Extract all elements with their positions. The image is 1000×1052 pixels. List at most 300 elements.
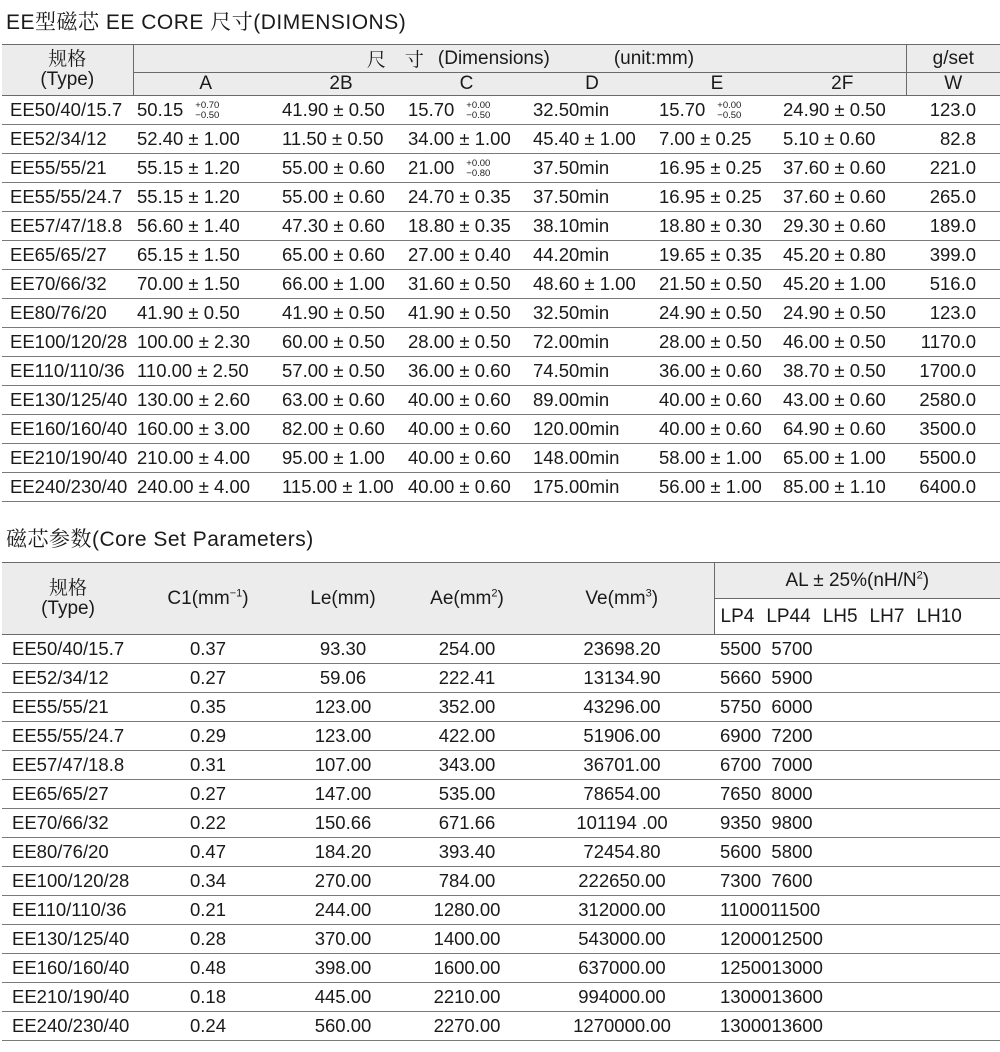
table-row	[2, 809, 1000, 838]
le-cell: 445.00	[282, 983, 404, 1012]
type-cell: EE52/34/12	[2, 125, 133, 154]
c1-cell: 0.24	[134, 1012, 282, 1041]
dimensions-title: EE型磁芯 EE CORE 尺寸(DIMENSIONS)	[6, 11, 407, 34]
table-row	[2, 96, 1000, 125]
dim-value: 24.90 ± 0.50	[659, 302, 762, 323]
dim-cell-d	[529, 183, 655, 212]
dim-cell-a	[133, 328, 278, 357]
c1-cell: 0.22	[134, 809, 282, 838]
type-header-en: (Type)	[40, 69, 95, 90]
dim-value: 18.80 ± 0.30	[659, 215, 762, 236]
dim-cell-2b	[278, 415, 404, 444]
al-cell: 1300013600	[714, 983, 1000, 1012]
dim-value: 65.00 ± 0.60	[282, 244, 385, 265]
ae-cell: 2270.00	[404, 1012, 530, 1041]
dim-value: 21.50 ± 0.50	[659, 273, 762, 294]
dim-group-en: (Dimensions)	[437, 47, 550, 69]
dim-cell-2f	[779, 473, 906, 502]
ve-cell: 43296.00	[530, 693, 714, 722]
le-cell: 560.00	[282, 1012, 404, 1041]
ae-header: $Ae(mm^2)$	[404, 563, 530, 635]
dim-cell-c	[404, 357, 529, 386]
ve-cell: 13134.90	[530, 664, 714, 693]
dim-value: 65.15 ± 1.50	[137, 244, 240, 265]
ae-cell: 1280.00	[404, 896, 530, 925]
table-row	[2, 270, 1000, 299]
dim-cell-d	[529, 270, 655, 299]
dim-value: 63.00 ± 0.60	[282, 389, 385, 410]
param-type-cell: EE55/55/21	[2, 693, 134, 722]
ae-cell: 254.00	[404, 635, 530, 664]
weight-cell: 123.0	[906, 96, 1000, 125]
tolerance-upper: +0.70	[195, 100, 220, 112]
ae-cell: 352.00	[404, 693, 530, 722]
dim-cell-d	[529, 96, 655, 125]
dim-cell-c	[404, 473, 529, 502]
type-cell: EE50/40/15.7	[2, 96, 133, 125]
weight-cell: 123.0	[906, 299, 1000, 328]
dim-value: 50.15	[137, 98, 184, 120]
dim-value: 24.90 ± 0.50	[783, 302, 886, 323]
ve-cell: 543000.00	[530, 925, 714, 954]
dim-value: 56.00 ± 1.00	[659, 476, 762, 497]
dim-cell-e	[655, 270, 779, 299]
dim-value: 110.00 ± 2.50	[137, 360, 249, 381]
dim-cell-2f	[779, 270, 906, 299]
dim-cell-a	[133, 386, 278, 415]
parameters-title: 磁芯参数(Core Set Parameters)	[6, 528, 314, 551]
dim-value: 43.00 ± 0.60	[783, 389, 886, 410]
dim-value: 85.00 ± 1.10	[783, 476, 886, 497]
c1-cell: 0.28	[134, 925, 282, 954]
material-header: LP44	[766, 605, 811, 627]
ve-cell: 36701.00	[530, 751, 714, 780]
dim-cell-e	[655, 96, 779, 125]
dim-cell-d	[529, 473, 655, 502]
dim-value: 52.40 ± 1.00	[137, 128, 240, 149]
weight-cell: 399.0	[906, 241, 1000, 270]
ae-cell: 343.00	[404, 751, 530, 780]
dim-value: 47.30 ± 0.60	[282, 215, 385, 236]
type-cell: EE160/160/40	[2, 415, 133, 444]
dim-cell-d	[529, 415, 655, 444]
c1-cell: 0.37	[134, 635, 282, 664]
dim-col-header: D	[529, 73, 655, 96]
table-row	[2, 473, 1000, 502]
dim-value: 45.20 ± 1.00	[783, 273, 886, 294]
dim-value: 24.90 ± 0.50	[783, 99, 886, 120]
dim-value: 16.95 ± 0.25	[659, 157, 762, 178]
dim-col-header: C	[404, 73, 529, 96]
dim-value: 65.00 ± 1.00	[783, 447, 886, 468]
weight-cell: 1700.0	[906, 357, 1000, 386]
table-row	[2, 183, 1000, 212]
le-cell: 370.00	[282, 925, 404, 954]
dim-cell-e	[655, 299, 779, 328]
ve-cell: 1270000.00	[530, 1012, 714, 1041]
table-row	[2, 751, 1000, 780]
c1-cell: 0.31	[134, 751, 282, 780]
al-cell: 6900 7200	[714, 722, 1000, 751]
dim-cell-c	[404, 125, 529, 154]
dim-value: 21.00	[408, 156, 455, 178]
type-cell: EE100/120/28	[2, 328, 133, 357]
dim-value: 45.40 ± 1.00	[533, 128, 636, 149]
table-row	[2, 780, 1000, 809]
dim-cell-d	[529, 212, 655, 241]
dim-cell-2f	[779, 183, 906, 212]
al-cell: 5660 5900	[714, 664, 1000, 693]
dim-cell-2b	[278, 212, 404, 241]
dim-value: 38.10min	[533, 215, 610, 236]
dim-value: 60.00 ± 0.50	[282, 331, 385, 352]
dim-value: 45.20 ± 0.80	[783, 244, 886, 265]
dim-value: 29.30 ± 0.60	[783, 215, 886, 236]
table-row	[2, 838, 1000, 867]
type-cell: EE80/76/20	[2, 299, 133, 328]
dim-cell-2f	[779, 357, 906, 386]
le-cell: 59.06	[282, 664, 404, 693]
weight-cell: 5500.0	[906, 444, 1000, 473]
param-type-cn: 规格	[48, 577, 87, 599]
dim-cell-a	[133, 125, 278, 154]
dim-cell-2b	[278, 241, 404, 270]
table-row	[2, 357, 1000, 386]
ae-cell: 784.00	[404, 867, 530, 896]
dim-value: 5.10 ± 0.60	[783, 128, 876, 149]
dim-value: 40.00 ± 0.60	[659, 418, 762, 439]
dim-cell-2b	[278, 328, 404, 357]
param-type-cell: EE240/230/40	[2, 1012, 134, 1041]
dim-value: 41.90 ± 0.50	[137, 302, 240, 323]
al-cell: 1100011500	[714, 896, 1000, 925]
dim-cell-2b	[278, 357, 404, 386]
dim-value: 40.00 ± 0.60	[408, 476, 511, 497]
dim-cell-2b	[278, 444, 404, 473]
dim-value: 24.70 ± 0.35	[408, 186, 511, 207]
dim-col-header: A	[133, 73, 278, 96]
dim-value: 40.00 ± 0.60	[408, 418, 511, 439]
al-cell: 9350 9800	[714, 809, 1000, 838]
dim-value: 40.00 ± 0.60	[408, 389, 511, 410]
table-row	[2, 328, 1000, 357]
tolerance-lower: −0.50	[195, 110, 220, 122]
type-cell: EE55/55/21	[2, 154, 133, 183]
weight-cell: 82.8	[906, 125, 1000, 154]
dim-value: 55.00 ± 0.60	[282, 186, 385, 207]
type-cell: EE57/47/18.8	[2, 212, 133, 241]
al-cell: 7650 8000	[714, 780, 1000, 809]
dim-cell-e	[655, 154, 779, 183]
dim-value: 36.00 ± 0.60	[408, 360, 511, 381]
ae-cell: 671.66	[404, 809, 530, 838]
unit-label: (unit:mm)	[613, 47, 695, 69]
dim-value: 55.15 ± 1.20	[137, 186, 240, 207]
dim-value: 120.00min	[533, 418, 620, 439]
dim-value: 55.00 ± 0.60	[282, 157, 385, 178]
table-row	[2, 867, 1000, 896]
dim-cell-d	[529, 125, 655, 154]
dim-cell-d	[529, 154, 655, 183]
parameters-table	[2, 562, 1000, 1041]
table-row	[2, 635, 1000, 664]
dim-value: 11.50 ± 0.50	[282, 128, 384, 149]
dim-cell-2f	[779, 415, 906, 444]
tolerance-upper: +0.00	[466, 100, 491, 112]
table-row	[2, 722, 1000, 751]
c1-cell: 0.18	[134, 983, 282, 1012]
dim-cell-d	[529, 357, 655, 386]
dim-value: 240.00 ± 4.00	[137, 476, 251, 497]
dim-cell-c	[404, 154, 529, 183]
dim-cell-2f	[779, 386, 906, 415]
dim-cell-a	[133, 96, 278, 125]
dim-value: 160.00 ± 3.00	[137, 418, 251, 439]
ve-cell: 72454.80	[530, 838, 714, 867]
dimensions-group-header	[133, 45, 906, 73]
ve-cell: 222650.00	[530, 867, 714, 896]
table-row	[2, 415, 1000, 444]
dim-value: 18.80 ± 0.35	[408, 215, 511, 236]
table-row	[2, 693, 1000, 722]
dim-value: 16.95 ± 0.25	[659, 186, 762, 207]
dim-cell-e	[655, 241, 779, 270]
dim-value: 64.90 ± 0.60	[783, 418, 886, 439]
dim-cell-d	[529, 299, 655, 328]
dim-cell-2b	[278, 125, 404, 154]
dim-cell-a	[133, 270, 278, 299]
dim-cell-2f	[779, 328, 906, 357]
dim-cell-d	[529, 444, 655, 473]
param-type-cell: EE110/110/36	[2, 896, 134, 925]
dimensions-table	[2, 44, 1000, 502]
dim-value: 55.15 ± 1.20	[137, 157, 240, 178]
dim-value: 58.00 ± 1.00	[659, 447, 762, 468]
c1-cell: 0.47	[134, 838, 282, 867]
dim-value: 41.90 ± 0.50	[282, 99, 385, 120]
table-row	[2, 212, 1000, 241]
weight-group-header: g/set	[906, 45, 1000, 73]
ve-cell: 78654.00	[530, 780, 714, 809]
material-header: LH7	[869, 605, 905, 627]
param-type-cell: EE160/160/40	[2, 954, 134, 983]
ve-cell: 101194 .00	[530, 809, 714, 838]
material-header: LP4	[720, 605, 755, 627]
dim-cell-c	[404, 299, 529, 328]
dim-value: 100.00 ± 2.30	[137, 331, 251, 352]
dim-cell-a	[133, 444, 278, 473]
al-header: AL ± $25\%(nH/N^2)$	[714, 563, 1000, 599]
dim-cell-a	[133, 241, 278, 270]
dim-value: 66.00 ± 1.00	[282, 273, 385, 294]
dim-value: 7.00 ± 0.25	[659, 128, 752, 149]
al-cell: 5500 5700	[714, 635, 1000, 664]
le-cell: 107.00	[282, 751, 404, 780]
dim-cell-2b	[278, 96, 404, 125]
dim-cell-e	[655, 473, 779, 502]
dim-value: 130.00 ± 2.60	[137, 389, 251, 410]
dim-value: 37.60 ± 0.60	[783, 157, 886, 178]
dim-value: 95.00 ± 1.00	[282, 447, 385, 468]
weight-cell: 189.0	[906, 212, 1000, 241]
ve-header: $Ve(mm^3)$	[530, 563, 714, 635]
dim-value: 40.00 ± 0.60	[408, 447, 511, 468]
tolerance-lower: −0.50	[466, 110, 491, 122]
dim-cell-a	[133, 212, 278, 241]
param-type-cell: EE80/76/20	[2, 838, 134, 867]
dim-cell-2b	[278, 183, 404, 212]
ae-cell: 393.40	[404, 838, 530, 867]
type-cell: EE55/55/24.7	[2, 183, 133, 212]
dim-value: 148.00min	[533, 447, 620, 468]
dim-cell-e	[655, 415, 779, 444]
dim-value: 34.00 ± 1.00	[408, 128, 511, 149]
le-cell: 184.20	[282, 838, 404, 867]
table-row	[2, 896, 1000, 925]
dim-cell-c	[404, 212, 529, 241]
dim-value: 115.00 ± 1.00	[282, 476, 394, 497]
ve-cell: 51906.00	[530, 722, 714, 751]
dim-cell-2b	[278, 154, 404, 183]
dim-value: 82.00 ± 0.60	[282, 418, 385, 439]
table-row	[2, 954, 1000, 983]
dim-value: 175.00min	[533, 476, 620, 497]
ve-cell: 994000.00	[530, 983, 714, 1012]
type-header	[2, 45, 133, 96]
le-cell: 123.00	[282, 722, 404, 751]
dim-cell-e	[655, 125, 779, 154]
tolerance-upper: +0.00	[466, 158, 491, 170]
type-cell: EE210/190/40	[2, 444, 133, 473]
dim-value: 37.60 ± 0.60	[783, 186, 886, 207]
param-type-cell: EE55/55/24.7	[2, 722, 134, 751]
param-type-cell: EE50/40/15.7	[2, 635, 134, 664]
dim-cell-2f	[779, 241, 906, 270]
dim-cell-2b	[278, 270, 404, 299]
type-cell: EE70/66/32	[2, 270, 133, 299]
le-cell: 147.00	[282, 780, 404, 809]
le-cell: 93.30	[282, 635, 404, 664]
c1-cell: 0.27	[134, 664, 282, 693]
dim-cell-e	[655, 328, 779, 357]
dim-cell-2b	[278, 473, 404, 502]
dim-cell-e	[655, 183, 779, 212]
ve-cell: 312000.00	[530, 896, 714, 925]
al-cell: 7300 7600	[714, 867, 1000, 896]
ae-cell: 422.00	[404, 722, 530, 751]
dim-value: 28.00 ± 0.50	[659, 331, 762, 352]
table-row	[2, 444, 1000, 473]
type-header-cn: 规格	[48, 49, 87, 70]
dim-value: 41.90 ± 0.50	[282, 302, 385, 323]
dim-value: 37.50min	[533, 157, 610, 178]
dim-cell-c	[404, 415, 529, 444]
dim-cell-c	[404, 328, 529, 357]
param-type-cell: EE57/47/18.8	[2, 751, 134, 780]
dim-cell-a	[133, 357, 278, 386]
dim-value: 41.90 ± 0.50	[408, 302, 511, 323]
dim-cell-2b	[278, 299, 404, 328]
dim-value: 15.70	[659, 98, 706, 120]
al-cell: 1200012500	[714, 925, 1000, 954]
param-type-header	[2, 563, 134, 635]
param-type-en: (Type)	[41, 597, 95, 619]
c1-cell: 0.29	[134, 722, 282, 751]
dim-value: 38.70 ± 0.50	[783, 360, 886, 381]
dim-value: 44.20min	[533, 244, 610, 265]
table-row	[2, 125, 1000, 154]
dim-value: 15.70	[408, 98, 455, 120]
dim-cell-e	[655, 386, 779, 415]
c1-cell: 0.48	[134, 954, 282, 983]
dim-cell-2f	[779, 96, 906, 125]
param-type-cell: EE210/190/40	[2, 983, 134, 1012]
dim-cell-c	[404, 444, 529, 473]
le-cell: 150.66	[282, 809, 404, 838]
param-type-cell: EE100/120/28	[2, 867, 134, 896]
dim-cell-d	[529, 241, 655, 270]
dim-cell-a	[133, 154, 278, 183]
dim-value: 37.50min	[533, 186, 610, 207]
al-cell: 1250013000	[714, 954, 1000, 983]
dim-cell-d	[529, 386, 655, 415]
dim-value: 56.60 ± 1.40	[137, 215, 240, 236]
tolerance	[717, 101, 741, 121]
dim-cell-2f	[779, 125, 906, 154]
type-cell: EE65/65/27	[2, 241, 133, 270]
dim-value: 32.50min	[533, 302, 610, 323]
table-row	[2, 664, 1000, 693]
dim-cell-2f	[779, 212, 906, 241]
dim-cell-c	[404, 386, 529, 415]
table-row	[2, 925, 1000, 954]
tolerance	[466, 159, 490, 179]
dim-value: 36.00 ± 0.60	[659, 360, 762, 381]
weight-cell: 221.0	[906, 154, 1000, 183]
dim-value: 31.60 ± 0.50	[408, 273, 511, 294]
dim-cell-a	[133, 415, 278, 444]
table-row	[2, 241, 1000, 270]
dim-value: 210.00 ± 4.00	[137, 447, 251, 468]
dim-value: 19.65 ± 0.35	[659, 244, 762, 265]
dim-col-header: 2F	[779, 73, 906, 96]
dim-cell-c	[404, 241, 529, 270]
ae-cell: 222.41	[404, 664, 530, 693]
ve-cell: 637000.00	[530, 954, 714, 983]
al-cell: 5600 5800	[714, 838, 1000, 867]
dim-cell-c	[404, 183, 529, 212]
le-cell: 244.00	[282, 896, 404, 925]
weight-cell: 516.0	[906, 270, 1000, 299]
dim-value: 74.50min	[533, 360, 610, 381]
dim-cell-e	[655, 444, 779, 473]
tolerance-lower: −0.50	[717, 110, 742, 122]
weight-cell: 2580.0	[906, 386, 1000, 415]
c1-cell: 0.34	[134, 867, 282, 896]
dim-cell-e	[655, 212, 779, 241]
dim-cell-c	[404, 96, 529, 125]
al-cell: 1300013600	[714, 1012, 1000, 1041]
weight-cell: 3500.0	[906, 415, 1000, 444]
c1-cell: 0.21	[134, 896, 282, 925]
al-cell: 5750 6000	[714, 693, 1000, 722]
ve-cell: 23698.20	[530, 635, 714, 664]
param-type-cell: EE52/34/12	[2, 664, 134, 693]
weight-cell: 265.0	[906, 183, 1000, 212]
c1-header: $C1(mm^{-1})$	[134, 563, 282, 635]
ae-cell: 535.00	[404, 780, 530, 809]
tolerance-upper: +0.00	[717, 100, 742, 112]
